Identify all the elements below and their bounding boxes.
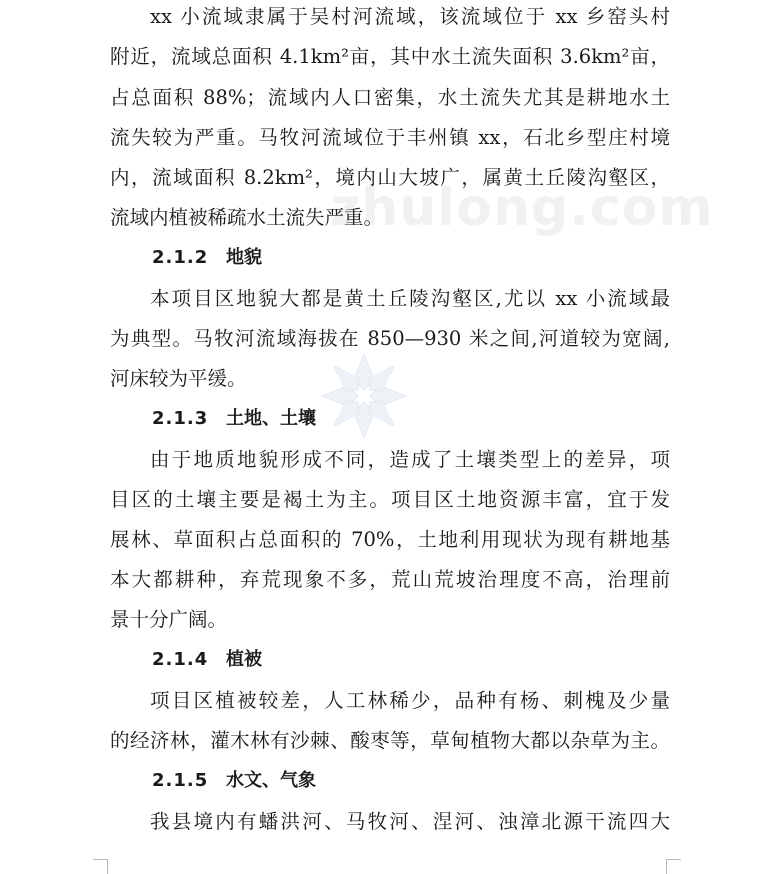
paragraph-line: 河床较为平缓。	[110, 367, 247, 390]
paragraph-line: 我县境内有蟠洪河、马牧河、涅河、浊漳北源干流四大	[150, 810, 670, 833]
paragraph-line: 本大都耕种，弃荒现象不多，荒山荒坡治理度不高，治理前	[110, 568, 670, 591]
paragraph-line: xx 小流域隶属于吴村河流域，该流域位于 xx 乡窑头村	[150, 5, 670, 28]
section-number: 2.1.2	[152, 247, 209, 268]
paragraph-line: 占总面积 88%；流域内人口密集，水土流失尤其是耕地水土	[110, 86, 670, 109]
paragraph-line: 流域内植被稀疏水土流失严重。	[110, 206, 384, 229]
section-number: 2.1.4	[152, 649, 209, 670]
paragraph-line: 附近，流域总面积 4.1km²亩，其中水土流失面积 3.6km²亩，	[110, 45, 670, 68]
paragraph-line: 景十分广阔。	[110, 608, 228, 631]
paragraph-line: 项目区植被较差，人工林稀少，品种有杨、刺槐及少量	[150, 689, 670, 712]
page-corner-mark	[666, 859, 681, 874]
section-heading	[152, 407, 316, 431]
section-heading	[152, 769, 316, 793]
paragraph-line: 内，流域面积 8.2km²，境内山大坡广，属黄土丘陵沟壑区，	[110, 166, 670, 189]
section-title: 土地、土壤	[226, 408, 316, 429]
section-number: 2.1.3	[152, 408, 209, 429]
section-title: 水文、气象	[226, 770, 316, 791]
section-heading	[152, 648, 262, 672]
page-corner-mark	[93, 859, 108, 874]
watermark-logo-icon	[318, 350, 410, 442]
paragraph-line: 流失较为严重。马牧河流域位于丰州镇 xx，石北乡型庄村境	[110, 126, 670, 149]
section-number: 2.1.5	[152, 770, 209, 791]
section-heading	[152, 246, 262, 270]
section-title: 地貌	[226, 247, 262, 268]
paragraph-line: 由于地质地貌形成不同，造成了土壤类型上的差异，项	[150, 448, 670, 471]
section-title: 植被	[226, 649, 262, 670]
paragraph-line: 展林、草面积占总面积的 70%，土地利用现状为现有耕地基	[110, 528, 670, 551]
paragraph-line: 的经济林，灌木林有沙棘、酸枣等，草甸植物大都以杂草为主。	[110, 729, 670, 752]
watermark: zhulong.com	[330, 178, 714, 238]
paragraph-line: 目区的土壤主要是褐土为主。项目区土地资源丰富，宜于发	[110, 488, 670, 511]
paragraph-line: 本项目区地貌大都是黄土丘陵沟壑区,尤以 xx 小流域最	[150, 287, 670, 310]
paragraph-line: 为典型。马牧河流域海拔在 850—930 米之间,河道较为宽阔,	[110, 327, 670, 350]
